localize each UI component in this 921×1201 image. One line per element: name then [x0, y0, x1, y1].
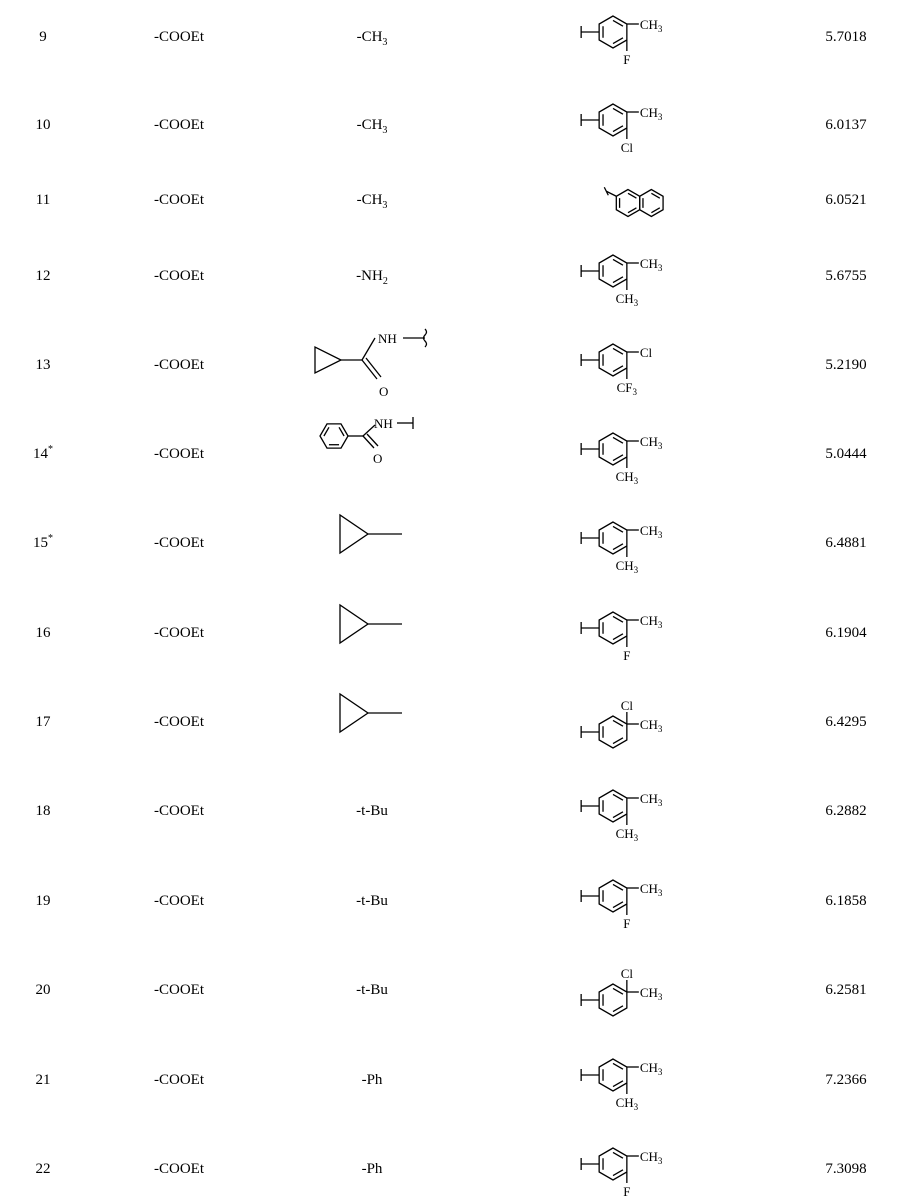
compound-number [0, 623, 86, 643]
r1-cell: -COOEt [154, 803, 204, 819]
meta-substituent: $CF_3$ [616, 380, 638, 397]
compound-number [0, 891, 86, 911]
r2-structure [330, 682, 470, 762]
r2-cell [322, 190, 422, 210]
meta-substituent: F [623, 648, 631, 663]
r1-cell: -COOEt [154, 893, 204, 909]
activity-value: 5.0444 [825, 446, 867, 462]
compound-number-text: 19 [35, 893, 51, 909]
r1-cell: -COOEt [154, 117, 204, 133]
compound-number [0, 266, 86, 286]
para-substituent: $CH_3$ [639, 523, 663, 540]
meta-substituent: F [623, 916, 631, 931]
r1-cell: -COOEt [154, 446, 204, 462]
r2-subscript: 3 [382, 125, 388, 136]
r3-structure [565, 327, 695, 397]
cyclopropane-ring [315, 347, 341, 373]
activity-value: 6.4295 [825, 714, 867, 730]
r2-subscript: 3 [382, 37, 388, 48]
compound-number [0, 27, 86, 47]
activity-value: 7.2366 [825, 1072, 867, 1088]
compound-number-text: 16 [35, 625, 51, 641]
para-substituent: $CH_3$ [639, 717, 663, 734]
r3-structure [565, 863, 695, 933]
r2-text: -CH [356, 192, 383, 208]
carbonyl-bond [363, 436, 374, 448]
r1-cell: -COOEt [154, 268, 204, 284]
r3-structure [565, 595, 695, 665]
compound-star: * [48, 533, 53, 544]
r2-subscript: 3 [382, 200, 388, 211]
r1-cell: -COOEt [154, 714, 204, 730]
compound-number-text: 22 [35, 1161, 51, 1177]
compound-number-text: 11 [35, 192, 51, 208]
para-substituent: Cl [639, 345, 653, 360]
r2-text: -CH [356, 29, 383, 45]
r2-cell [322, 801, 422, 821]
r2-text: -Ph [361, 1161, 383, 1177]
activity-value: 5.2190 [825, 357, 867, 373]
r3-structure [565, 162, 695, 232]
r3-structure [565, 416, 695, 486]
activity-value: 7.3098 [825, 1161, 867, 1177]
para-substituent: $CH_3$ [639, 791, 663, 808]
meta-substituent: Cl [620, 140, 634, 155]
r2-structure [330, 503, 470, 583]
nh-label: NH [378, 331, 397, 346]
activity-value: 6.2581 [825, 982, 867, 998]
compound-number [0, 980, 86, 1000]
r1-cell: -COOEt [154, 29, 204, 45]
compound-number [0, 190, 86, 210]
para-substituent: $CH_3$ [639, 1149, 663, 1166]
activity-value: 6.2882 [825, 803, 867, 819]
r2-cell [322, 980, 422, 1000]
r3-structure [565, 1131, 695, 1201]
carbonyl-bond [367, 434, 378, 446]
r2-structure [312, 412, 452, 492]
activity-value: 5.6755 [825, 268, 867, 284]
r3-structure [565, 238, 695, 308]
para-substituent: $CH_3$ [639, 256, 663, 273]
r2-cell [322, 1070, 422, 1090]
compound-number-text: 21 [35, 1072, 51, 1088]
r3-structure [565, 1042, 695, 1112]
r3-structure [565, 773, 695, 843]
r2-text: -t-Bu [356, 982, 388, 998]
r2-cell [322, 266, 422, 286]
meta-substituent: $CH_3$ [615, 291, 639, 308]
compound-number [0, 355, 86, 375]
compound-number-text: 20 [35, 982, 51, 998]
compound-number-text: 14 [33, 446, 48, 462]
r2-cell [322, 891, 422, 911]
cyclopropane-ring [340, 605, 368, 643]
r1-cell: -COOEt [154, 192, 204, 208]
compound-number-text: 15 [33, 535, 48, 551]
para-substituent: $CH_3$ [639, 17, 663, 34]
meta-substituent: F [623, 1184, 631, 1199]
r2-structure [330, 593, 470, 673]
bond [362, 338, 375, 360]
compound-number-text: 13 [35, 357, 51, 373]
compound-number-text: 17 [35, 714, 51, 730]
compound-star: * [48, 444, 53, 455]
r1-cell: -COOEt [154, 357, 204, 373]
activity-value: 6.1858 [825, 893, 867, 909]
r2-cell [322, 1159, 422, 1179]
meta-substituent: $CH_3$ [615, 558, 639, 575]
meta-substituent: Cl [620, 966, 634, 981]
r3-structure [565, 87, 695, 157]
r2-subscript: 2 [382, 276, 388, 287]
carbonyl-o-label: O [373, 451, 383, 466]
r2-structure [305, 323, 445, 403]
r2-text: -NH [356, 268, 383, 284]
r1-cell: -COOEt [154, 625, 204, 641]
compound-number [0, 801, 86, 821]
r3-structure [565, 952, 695, 1022]
r3-structure [565, 684, 695, 754]
meta-substituent: $CH_3$ [615, 826, 639, 843]
activity-value: 6.1904 [825, 625, 867, 641]
activity-value: 6.0521 [825, 192, 867, 208]
compound-number-text: 18 [35, 803, 51, 819]
compound-number [0, 533, 86, 553]
r2-text: -t-Bu [356, 803, 388, 819]
para-substituent: $CH_3$ [639, 613, 663, 630]
compound-number [0, 1159, 86, 1179]
compound-number [0, 712, 86, 732]
meta-substituent: $CH_3$ [615, 1095, 639, 1112]
r2-text: -t-Bu [356, 893, 388, 909]
r2-text: -CH [356, 117, 383, 133]
nh-label: NH [374, 416, 393, 431]
para-substituent: $CH_3$ [639, 881, 663, 898]
para-substituent: $CH_3$ [639, 1060, 663, 1077]
compound-number-text: 9 [39, 29, 47, 45]
compound-number [0, 444, 86, 464]
activity-value: 6.0137 [825, 117, 867, 133]
para-substituent: $CH_3$ [639, 434, 663, 451]
meta-substituent: $CH_3$ [615, 469, 639, 486]
compound-number [0, 1070, 86, 1090]
compound-number [0, 115, 86, 135]
r3-structure [565, 0, 695, 69]
cyclopropane-ring [340, 515, 368, 553]
r2-cell [322, 27, 422, 47]
r2-cell [322, 115, 422, 135]
compound-number-text: 10 [35, 117, 51, 133]
para-substituent: $CH_3$ [639, 985, 663, 1002]
activity-value: 5.7018 [825, 29, 867, 45]
activity-value: 6.4881 [825, 535, 867, 551]
r1-cell: -COOEt [154, 535, 204, 551]
meta-substituent: Cl [620, 698, 634, 713]
r3-structure [565, 505, 695, 575]
compound-number-text: 12 [35, 268, 51, 284]
r1-cell: -COOEt [154, 1161, 204, 1177]
para-substituent: $CH_3$ [639, 105, 663, 122]
cyclopropane-ring [340, 694, 368, 732]
r1-cell: -COOEt [154, 1072, 204, 1088]
r1-cell: -COOEt [154, 982, 204, 998]
r2-text: -Ph [361, 1072, 383, 1088]
carbonyl-o-label: O [379, 384, 389, 399]
meta-substituent: F [623, 52, 631, 67]
